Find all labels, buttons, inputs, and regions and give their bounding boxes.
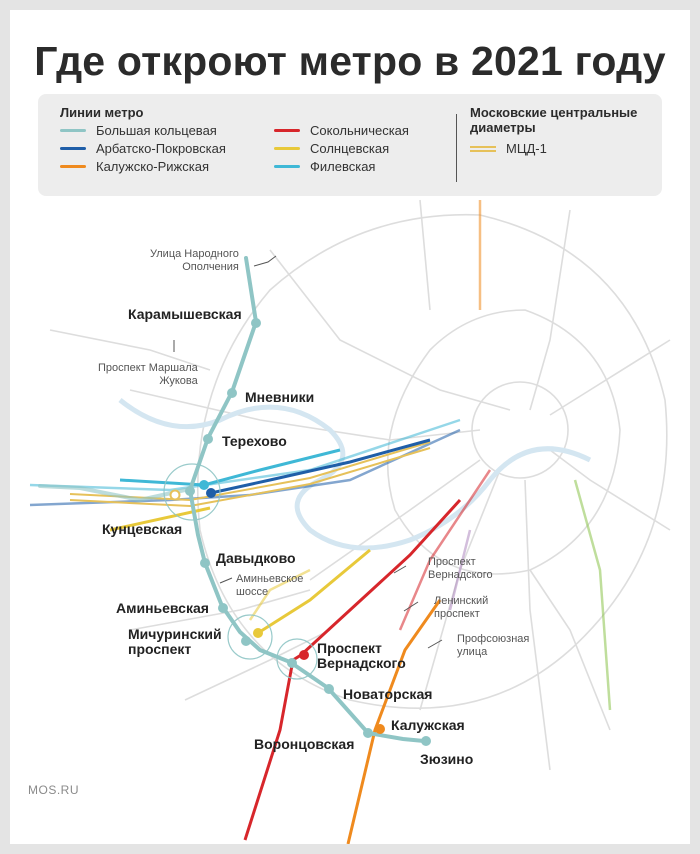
station-label-aminevskaya: Аминьевская xyxy=(116,600,209,616)
station-label-kaluzhskaya: Калужская xyxy=(391,717,465,733)
station-dot-kuntsevskaya-arbatsko xyxy=(206,488,216,498)
legend-label: Арбатско-Покровская xyxy=(96,141,226,156)
station-dot-vernadskogo-sokolnicheskaya xyxy=(299,650,309,660)
station-label-mnevniki: Мневники xyxy=(245,389,315,405)
station-label-zyuzino: Зюзино xyxy=(420,751,474,767)
station-dot-michurinsky-bkl xyxy=(241,636,251,646)
station-dot-vernadskogo-bkl xyxy=(287,658,297,668)
street-label-leninsky: Ленинский проспект xyxy=(434,595,489,620)
station-dot-vorontsovskaya xyxy=(363,728,373,738)
station-dot-michurinsky-solntsevskaya xyxy=(253,628,263,638)
street-label-profsoyuznaya: Профсоюзная улица xyxy=(457,633,530,658)
station-dot-davydkovo xyxy=(200,558,210,568)
station-dot-kuntsevskaya-bkl xyxy=(185,486,195,496)
footer-source: MOS.RU xyxy=(28,783,79,797)
legend-label: Большая кольцевая xyxy=(96,123,217,138)
legend-metro-heading: Линии метро xyxy=(60,105,144,120)
street-label-aminevskoe-shosse: Аминьевское шоссе xyxy=(236,573,304,598)
legend-label: Сокольническая xyxy=(310,123,409,138)
station-label-novatorskaya: Новаторская xyxy=(343,686,433,702)
leader-aminevskoe xyxy=(220,578,232,583)
station-label-vernadskogo: Проспект Вернадского xyxy=(317,640,406,671)
station-dot-novatorskaya xyxy=(324,684,334,694)
station-dot-kaluzhskaya xyxy=(375,724,385,734)
station-label-vorontsovskaya: Воронцовская xyxy=(254,736,355,752)
station-dot-kuntsevskaya-mcd xyxy=(171,491,180,500)
station-label-karamyshevskaya: Карамышевская xyxy=(128,306,242,322)
legend-label: Филевская xyxy=(310,159,376,174)
street-label-narodnogo-opolcheniya: Улица Народного Ополчения xyxy=(150,248,239,273)
metro-map xyxy=(10,10,690,844)
station-label-terekhovo: Терехово xyxy=(222,433,287,449)
leader-profsoyuznaya xyxy=(428,640,442,648)
station-dot-terekhovo xyxy=(203,434,213,444)
station-dot-mnevniki xyxy=(227,388,237,398)
legend-label: МЦД-1 xyxy=(506,141,547,156)
station-label-davydkovo: Давыдково xyxy=(216,550,296,566)
station-dot-zyuzino xyxy=(421,736,431,746)
filevskaya-line xyxy=(120,450,340,485)
leader-narodnogo-opolcheniya xyxy=(254,256,276,266)
station-dot-aminevskaya xyxy=(218,603,228,613)
infographic-card xyxy=(10,10,690,844)
street-label-marshala-zhukova: Проспект Маршала Жукова xyxy=(98,362,198,387)
michurinsky-interchange-ring xyxy=(228,615,272,659)
legend-label: Солнцевская xyxy=(310,141,390,156)
page-title: Где откроют метро в 2021 году xyxy=(34,38,666,84)
river xyxy=(120,400,590,548)
street-label-pr-vernadskogo: Проспект Вернадского xyxy=(428,556,493,581)
station-label-kuntsevskaya: Кунцевская xyxy=(102,521,183,537)
station-label-michurinsky: Мичуринский проспект xyxy=(128,626,222,657)
legend-label: Калужско-Рижская xyxy=(96,159,209,174)
legend-mcd-heading: Московские центральные диаметры xyxy=(470,105,638,135)
station-dot-karamyshevskaya xyxy=(251,318,261,328)
station-dot-kuntsevskaya-filevskaya xyxy=(199,480,209,490)
